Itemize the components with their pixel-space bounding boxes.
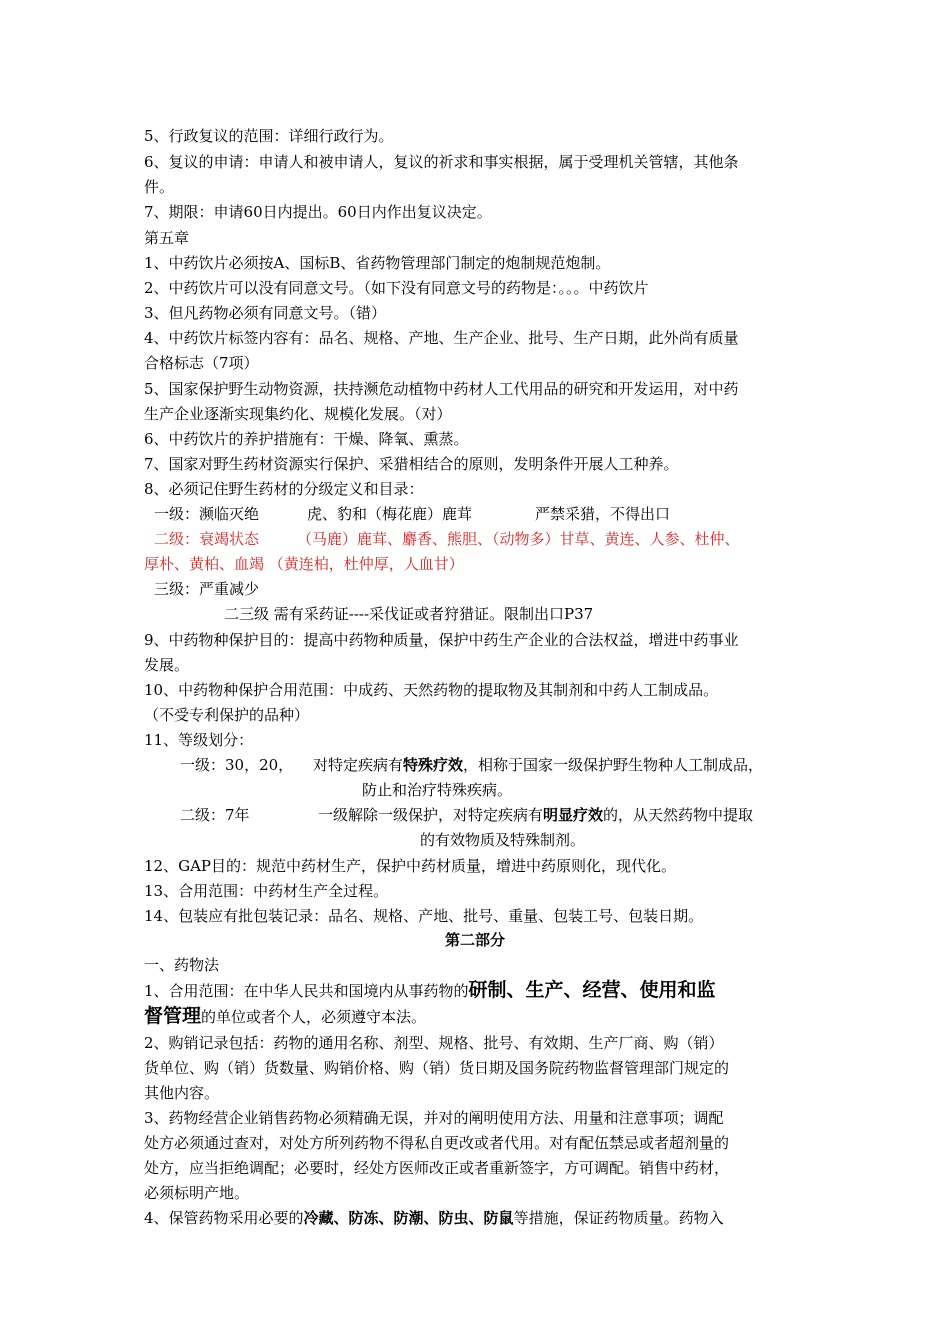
text-line: 3、但凡药物必须有同意文号。（错）	[144, 304, 387, 322]
text-line: 督管理的单位或者个人，必须遵守本法。	[144, 1005, 427, 1027]
text-line: 5、行政复议的范围：详细行政行为。	[144, 127, 394, 145]
text-line: 防止和治疗特殊疾病。	[362, 781, 513, 799]
text-line: 10、中药物种保护合用范围：中成药、天然药物的提取物及其制剂和中药人工制成品。	[144, 681, 719, 699]
text-line: 必须标明产地。	[144, 1184, 250, 1202]
text-line: 其他内容。	[144, 1084, 220, 1102]
chapter-heading: 第五章	[144, 229, 190, 247]
text-line: 13、合用范围：中药材生产全过程。	[144, 882, 389, 900]
grade-one-rule: 严禁采猎，不得出口	[535, 505, 671, 523]
grade-one-label: 一级：濒临灭绝	[154, 505, 260, 523]
text-line: 处方必须通过查对，对处方所列药物不得私自更改或者代用。对有配伍禁忌或者超剂量的	[144, 1134, 730, 1152]
text-line: 11、等级划分：	[144, 731, 254, 749]
text-line: 货单位、购（销）货数量、购销价格、购（销）货日期及国务院药物监督管理部门规定的	[144, 1059, 730, 1077]
text-line: 8、必须记住野生药材的分级定义和目录：	[144, 480, 424, 498]
text-line: 7、期限：申请60日内提出。60日内作出复议决定。	[144, 203, 492, 221]
text-line: 件。	[144, 178, 175, 196]
grade-one-species: 虎、豹和（梅花鹿）鹿茸	[307, 505, 473, 523]
text-line: 处方，应当拒绝调配；必要时，经处方医师改正或者重新签字，方可调配。销售中药材，	[144, 1159, 730, 1177]
grade-three-label: 三级：严重减少	[154, 580, 260, 598]
text-line: 6、复议的申请：申请人和被申请人，复议的祈求和事实根据，属于受理机关管辖，其他条	[144, 153, 739, 171]
text-line: 7、国家对野生药材资源实行保护、采猎相结合的原则，发明条件开展人工种养。	[144, 455, 679, 473]
text-line: 3、药物经营企业销售药物必须精确无误，并对的阐明使用方法、用量和注意事项；调配	[144, 1109, 724, 1127]
text-line: 12、GAP目的：规范中药材生产，保护中药材质量，增进中药原则化，现代化。	[144, 857, 676, 875]
text-line: 的有效物质及特殊制剂。	[420, 831, 586, 849]
text-line: 14、包装应有批包装记录：品名、规格、产地、批号、重量、包装工号、包装日期。	[144, 907, 704, 925]
text-line: 1、中药饮片必须按A、国标B、省药物管理部门制定的炮制规范炮制。	[144, 254, 611, 272]
text-line: 二三级 需有采药证----采伐证或者狩猎证。限制出口P37	[224, 605, 594, 623]
text-line: 发展。	[144, 656, 190, 674]
level-one-desc: 对特定疾病有特殊疗效，相称于国家一级保护野生物种人工制成品，	[313, 756, 764, 774]
text-line: 生产企业逐渐实现集约化、规模化发展。（对）	[144, 405, 452, 423]
text-line: 6、中药饮片的养护措施有：干燥、降氧、熏蒸。	[144, 430, 469, 448]
text-line: 4、中药饮片标签内容有：品名、规格、产地、生产企业、批号、生产日期，此外尚有质量	[144, 329, 739, 347]
grade-two-label: 二级：衰竭状态	[154, 530, 260, 548]
level-one-label: 一级：30，20，	[180, 756, 294, 774]
text-line: 2、购销记录包括：药物的通用名称、剂型、规格、批号、有效期、生产厂商、购（销）	[144, 1034, 724, 1052]
level-two-desc: 一级解除一级保护，对特定疾病有明显疗效的，从天然药物中提取	[318, 806, 754, 824]
text-line: 2、中药饮片可以没有同意文号。（如下没有同意文号的药物是：。。。中药饮片	[144, 279, 649, 297]
grade-two-species: （马鹿）鹿茸、麝香、熊胆、（动物多）甘草、黄连、人参、杜仲、	[297, 530, 740, 548]
text-line: 9、中药物种保护目的：提高中药物种质量，保护中药生产企业的合法权益，增进中药事业	[144, 631, 739, 649]
text-line: 合格标志（7项）	[144, 354, 259, 372]
text-line: 4、保管药物采用必要的冷藏、防冻、防潮、防虫、防鼠等措施，保证药物质量。药物入	[144, 1209, 724, 1227]
level-two-label: 二级：7年	[180, 806, 250, 824]
section-heading: 第二部分	[444, 931, 505, 949]
text-line: 5、国家保护野生动物资源，扶持濒危动植物中药材人工代用品的研究和开发运用，对中药	[144, 380, 739, 398]
grade-two-species-cont: 厚朴、黄柏、血竭 （黄连柏，杜仲厚，人血甘）	[144, 555, 464, 573]
text-line: （不受专利保护的品种）	[144, 706, 310, 724]
text-line: 1、合用范围：在中华人民共和国境内从事药物的研制、生产、经营、使用和监	[144, 979, 716, 1001]
text-line: 一、药物法	[144, 956, 220, 974]
